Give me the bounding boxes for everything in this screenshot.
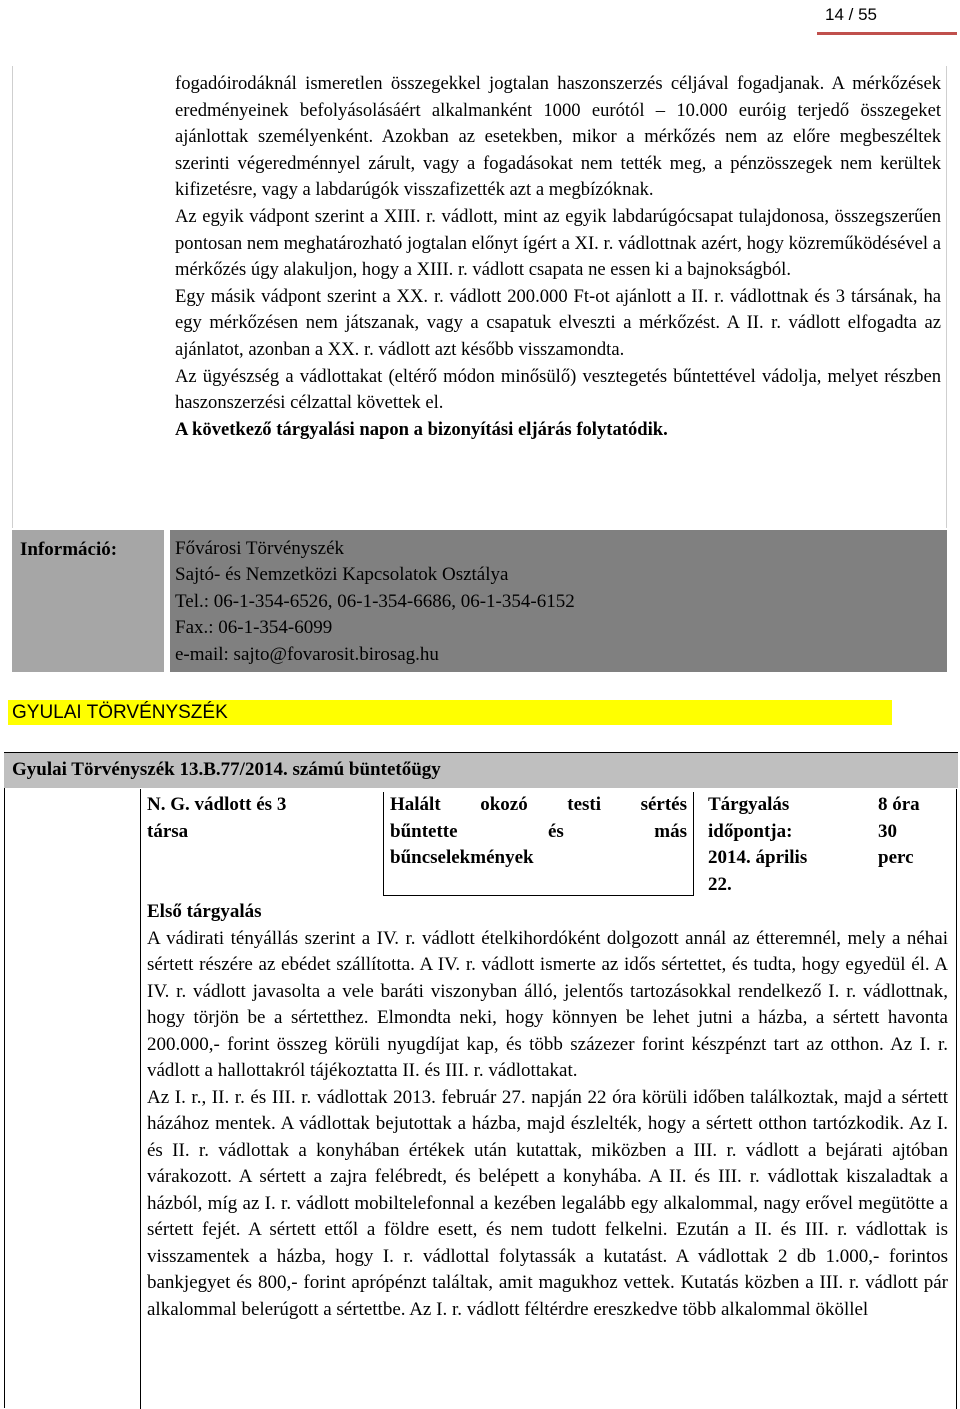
case-offence xyxy=(383,792,694,896)
info-contact-block xyxy=(170,530,947,672)
upper-paragraph: Az egyik vádpont szerint a XIII. r. vádlott, mint az egyik labdarúgócsapat tulajdonosa, összegszerűen pontosan nem meghatározható jogtalan előnyt ígért a XI. r. vádlottnak azért, hogy közreműködésével a mérkőzés úgy alakuljon, hogy a XIII. r. vádlott csapata ne essen ki a bajnokságból. xyxy=(175,205,941,281)
offence-line: bűntette és más xyxy=(390,820,687,842)
lower-paragraph: A vádirati tényállás szerint a IV. r. vádlott ételkihordóként dolgozott annál az étteremnél, mely a néhai sértett részére az ebédet szállította. A IV. r. vádlott ismerte az idős sértettet, és tudta, hogy egyedül él. A IV. r. vádlott javasolta a vele baráti viszonyban álló, jelentős tartozásokkal rendelkező I. r. vádlottnak, hogy törjön be a sértetthez. Elmondta neki, hogy könnyen be lehet jutni a házba, a sértett havonta 200.000,- forint összeg körüli nyugdíjat kap, és több százezer forint készpénzt tart az otthon. Az I. r. vádlott a hallottakról tájékoztatta II. és III. r. vádlottakat. xyxy=(147,927,948,1081)
upper-paragraph: fogadóirodáknál ismeretlen összegekkel jogtalan haszonszerzés céljával fogadjanak. A mérkőzések eredményeinek befolyásolásáért alkalmanként 1000 eurótól – 10.000 euróig terjedő összegeket ajánlottak személyenként. Azokban az esetekben, mikor a mérkőzés nem az előre megbeszéltek szerinti végeredménnyel zárult, vagy a fogadásokat nem tették meg, a pénzösszegek nem kerültek kifizetésre, vagy a labdarúgók visszafizették azt a megbízóknak. xyxy=(175,73,941,201)
case-defendant: N. G. vádlott és 3 társa xyxy=(147,794,287,842)
offence-line: bűncselekmények xyxy=(390,847,534,868)
info-fax: Fax.: 06-1-354-6099 xyxy=(175,617,333,639)
info-band xyxy=(12,530,947,672)
case-inner-left-border xyxy=(140,789,141,1409)
info-email: e-mail: sajto@fovarosit.birosag.hu xyxy=(175,643,439,665)
lower-paragraph: Az I. r., II. r. és III. r. vádlottak 2013. február 27. napján 22 óra körüli időben találkoztak, majd a sértett házához mentek. A vádlottak bejutottak a házba, majd észlelték, hogy a sértett otthon tartózkodik. Az I. és II. r. vádlottak a konyhában értékek után kutattak, miközben a III. r. vádlott a bejárati ajtóban várakozott. A sértett a zajra felébredt, és belépett a konyhába. A II. és III. r. vádlottak kiszaladtak a házból, míg az I. r. vádlott mobiltelefonnal a kezében legalább egy alkalommal, nagy erővel megütötte a sértett fejét. A sértett ettől a földre esett, és nem tudott felkelni. Ezután a II. és III. r. vádlottak is visszamentek a házba, hogy I. r. vádlottal folytassák a kutatást. A vádlottak 2 db 1.000,- forintos bankjegyet és 800,- forint aprópénzt találtak, amit magukhoz vettek. Kutatás közben a III. r. vádlott pár alkalommal belerúgott a sértettbe. Az I. r. vádlott féltérdre ereszkedve több alkalommal ököllel xyxy=(147,1086,948,1320)
upper-paragraph: Az ügyészség a vádlottakat (eltérő módon minősülő) vesztegetés bűntettével vádolja, melyet részben haszonszerzési célzattal követtek el. xyxy=(175,365,941,414)
upper-table-right-border xyxy=(946,66,947,528)
upper-closing-statement: A következő tárgyalási napon a bizonyítási eljárás folytatódik. xyxy=(175,418,668,440)
info-phone: Tel.: 06-1-354-6526, 06-1-354-6686, 06-1-354-6152 xyxy=(175,590,575,612)
info-label-cell xyxy=(12,530,164,672)
hearing-type: Első tárgyalás xyxy=(147,901,262,922)
upper-paragraph: Egy másik vádpont szerint a XX. r. vádlott 200.000 Ft-ot ajánlott a II. r. vádlottnak és 3 társának, ha egy mérkőzésen nem játszanak, vagy a csapatuk elveszti a mérkőzést. A II. r. vádlott elfogadta az ajánlatot, azonban a XX. r. vádlott azt később visszamondta. xyxy=(175,285,941,360)
case-hearing-date: Tárgyalás időpontja: 2014. április 22. xyxy=(708,794,808,895)
upper-case-description xyxy=(175,71,941,443)
upper-table-left-border xyxy=(12,66,13,528)
case-outer-left-border xyxy=(4,752,5,1408)
lower-case-description xyxy=(147,899,948,1323)
offence-line: Halált okozó testi sértés xyxy=(390,794,687,815)
info-label: Információ: xyxy=(20,539,118,560)
page-number-bar xyxy=(817,32,957,35)
case-right-border xyxy=(956,789,957,1409)
info-department: Sajtó- és Nemzetközi Kapcsolatok Osztálya xyxy=(175,564,509,586)
court-heading: GYULAI TÖRVÉNYSZÉK xyxy=(8,700,892,725)
case-title: Gyulai Törvényszék 13.B.77/2014. számú büntetőügy xyxy=(4,752,958,788)
page-number-text: 14 / 55 xyxy=(825,5,877,24)
page-number xyxy=(817,0,960,28)
case-hearing-time: 8 óra 30 perc xyxy=(878,794,920,868)
info-organization: Fővárosi Törvényszék xyxy=(175,538,345,559)
